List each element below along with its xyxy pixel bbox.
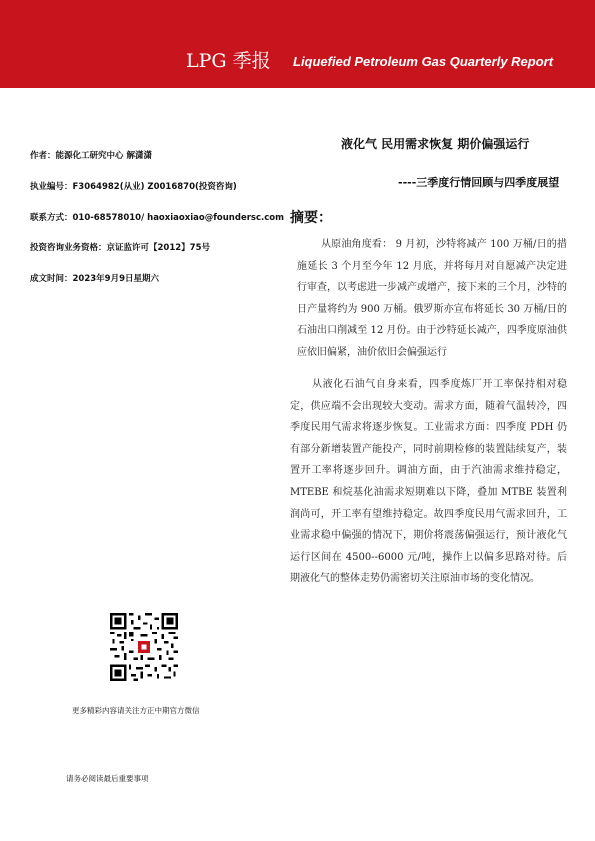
header-banner: [0, 0, 595, 88]
abstract-paragraph-lpg: 从液化石油气自身来看，四季度炼厂开工率保持相对稳定，供应端不会出现较大变动。需求方面，随着气温转冷，四季度民用气需求将逐步恢复。工业需求方面：四季度 PDH 仍有部分新增装置产能投产，同时前期检修的装置陆续复产，装置开工率将逐步回升。调油方面，由于汽油需求维持稳定，MTEBE 和烷基化油需求短期难以下降，叠加 MTBE 装置利润尚可，开工率有望维持稳定。故四季度民用气需求回升，工业需求稳中偏强的情况下，期价将震荡偏强运行，预计液化气运行区间在 4500--6000 元/吨，操作上以偏多思路对待。后期液化气的整体走势仍需密切关注原油市场的变化情况。: [290, 379, 567, 585]
disclaimer-note: 请务必阅读最后重要事项: [66, 774, 149, 783]
report-title: 液化气 民用需求恢复 期价偏强运行: [341, 137, 530, 151]
date-line: 成文时间：2023年9月9日星期六: [30, 274, 159, 284]
author-line: 作者：能源化工研究中心 解潇潇: [30, 151, 152, 161]
report-subtitle: ----三季度行情回顾与四季度展望: [398, 176, 560, 189]
report-type-title: LPG 季报: [186, 50, 271, 72]
contact-line: 联系方式：010-68578010/ haoxiaoxiao@foundersc.com: [30, 213, 284, 223]
abstract-heading: 摘要：: [290, 210, 332, 226]
abstract-paragraph-crude: 从原油角度看： 9 月初，沙特将减产 100 万桶/日的措施延长 3 个月至今年 12 月底，并将每月对自愿减产决定进行审查，以考虑进一步减产或增产，接下来的三个月，沙特的日产量将约为 900 万桶。俄罗斯亦宣布将延长 30 万桶/日的石油出口削减至 12 月份。由于沙特延长减产，四季度原油供应依旧偏紧，油价依旧会偏强运行: [297, 239, 567, 358]
report-type-title-en: Liquefied Petroleum Gas Quarterly Report: [293, 54, 554, 69]
qr-caption: 更多精彩内容请关注方正中期官方微信: [72, 706, 200, 715]
license-line: 执业编号：F3064982(从业) Z0016870(投资咨询): [30, 182, 237, 192]
qualification-line: 投资咨询业务资格：京证监许可【2012】75号: [30, 243, 210, 253]
wechat-qr-code: [110, 613, 178, 681]
